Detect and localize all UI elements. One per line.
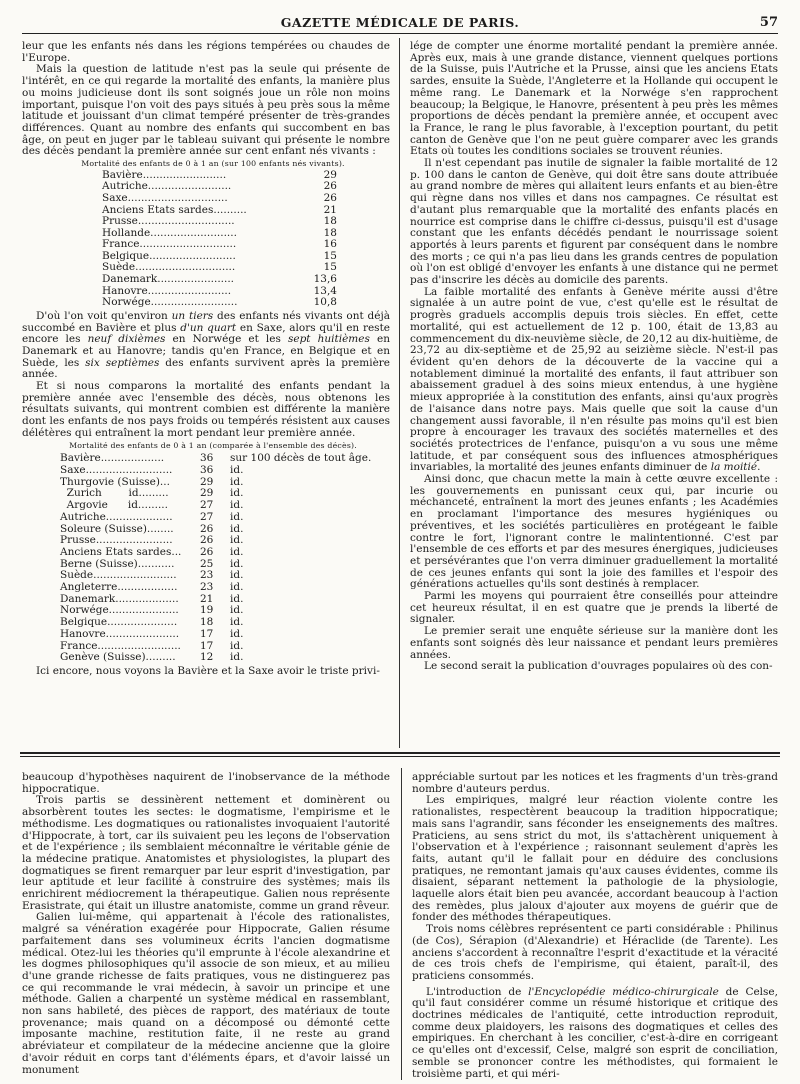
country-cell: France......................... (60, 639, 181, 652)
value-cell: 15 (323, 261, 337, 274)
country-cell: Saxe.............................. (102, 191, 228, 204)
value-cell: 36 (200, 452, 214, 465)
unit-cell: id. (230, 487, 244, 500)
value-cell: 29 (200, 475, 214, 488)
table-row (60, 547, 390, 559)
paragraph: La faible mortalité des enfants à Genève mérite aussi d'être signalée à un autre point de vue, c'est qu'elle est le résultat de progrès graduels accomplis depuis trois siècles. En effet, cette mortalité, qui est actuellement de 12 p. 100, était de 13,83 au commencement du dix-neuvième siècle, de 20,12 au dix-huitième, de 23,72 au dix-septième et de 25,92 au seizième siècle. N'est-il pas évident qu'en dehors de la découverte de la vaccine qui a notablement diminué la mortalité des enfants, il faut attribuer son abaissement graduel à des soins mieux entendus, à une hygiène mieux appropriée à la constitution des enfants, ainsi qu'aux progrès de l'aisance dans notre pays. Mais quelle que soit la cause d'un changement aussi favorable, il n'en résulte pas moins qu'il est bien propre à encourager les travaux des sociétés maternelles et des sociétés protectrices de l'enfance, puisqu'on a vu sous une même latitude, et par conséquent sous des influences atmosphériques invariables, la mortalité des jeunes enfants diminuer de la moitié. (410, 285, 778, 474)
table-caption: Mortalité des enfants de 0 à 1 an (sur 100 enfants nés vivants). (81, 159, 345, 169)
unit-cell: id. (230, 604, 244, 617)
unit-cell: id. (230, 545, 244, 558)
paragraph: D'où l'on voit qu'environ un tiers des enfants nés vivants ont déjà succombé en Bavière et plus d'un quart en Saxe, alors qu'il en reste encore les neuf dixièmes en Norwége et les sept huitièmes en Danemark et au Hanovre; tandis qu'en France, en Belgique et en Suède, les six septièmes des enfants survivent après la première année. (22, 309, 391, 381)
value-cell: 26 (200, 534, 214, 547)
value-cell: 18 (323, 226, 337, 239)
bottom-right-column (412, 772, 778, 1080)
value-cell: 26 (323, 180, 337, 193)
unit-cell: id. (230, 534, 244, 547)
value-cell: 19 (200, 604, 214, 617)
table-row (60, 582, 390, 594)
value-cell: 17 (200, 627, 214, 640)
country-cell: Prusse............................. (102, 215, 235, 228)
country-cell: Danemark....................... (102, 273, 235, 286)
country-cell: Angleterre.................. (60, 581, 178, 594)
paragraph: lége de compter une énorme mortalité pendant la première année. Après eux, mais à une grande distance, viennent quelques portions de la Suisse, puis l'Autriche et la Prusse, ainsi que les anciens Etats sardes, ensuite la Suède, l'Angleterre et la Hollande qui occupent le même rang. Le Danemark et la Norwége s'en rapprochent beaucoup; la Belgique, le Hanovre, présentent à peu près les mêmes proportions de décès pendant la première année, et occupent avec la France, le rang le plus favorable, à l'exception pourtant, du petit canton de Genève que l'on ne peut guère comparer avec les grands Etats où toutes les conditions sociales se trouvent réunies. (410, 40, 778, 158)
country-cell: Belgique.......................... (102, 249, 236, 262)
country-cell: Danemark................... (60, 592, 179, 605)
page-number: 57 (759, 15, 778, 30)
table-row (60, 512, 390, 524)
unit-cell: id. (230, 569, 244, 582)
country-cell: Genève (Suisse)......... (60, 651, 176, 664)
value-cell: 23 (200, 581, 214, 594)
value-cell: 17 (200, 639, 214, 652)
paragraph: Galien lui-même, qui appartenait à l'école des rationalistes, malgré sa vénération exagérée pour Hippocrate, Galien résume parfaitement dans ses volumineux écrits l'ancien dogmatisme médical. Otez-lui les théories qu'il emprunte à l'école alexandrine et les dogmes philosophiques qu'il associe de son mieux, et au milieu d'une grande richesse de faits pratiques, vous ne distinguerez pas ce qui recommande le vrai médecin, à savoir un principe et une méthode. Galien a charpenté un système médical en rassemblant, non sans habileté, des pièces de rapport, des matériaux de toute provenance; mais quand on a décomposé ou démonté cette imposante machine, restitution faite, il ne reste au grand abréviateur et compilateur de la médecine ancienne que la gloire d'avoir réduit en corps tant d'éléments épars, et d'avoir laissé un monument (22, 911, 390, 1076)
value-cell: 23 (200, 569, 214, 582)
table-caption: Mortalité des enfants de 0 à 1 an (comparée à l'ensemble des décès). (69, 440, 357, 450)
country-cell: Argovie id......... (60, 499, 168, 512)
country-cell: Anciens Etats sardes.......... (102, 203, 247, 216)
page-header (22, 2, 778, 32)
column-divider-bottom (401, 768, 402, 1080)
paragraph: Le second serait la publication d'ouvrages populaires où des con- (424, 660, 773, 673)
country-cell: Bavière................... (60, 452, 165, 465)
unit-cell: id. (230, 616, 244, 629)
paragraph: Trois noms célèbres représentent ce parti considérable : Philinus (de Cos), Sérapion (d'Alexandrie) et Héraclide (de Tarente). Les anciens s'accordent à reconnaître l'esprit d'exactitude et la véracité de ces trois chefs de l'empirisme, qui étaient, paraît-il, des praticiens consommés. (412, 923, 778, 982)
unit-cell: sur 100 décès de tout âge. (230, 452, 372, 465)
country-cell: Thurgovie (Suisse)... (60, 475, 170, 488)
value-cell: 26 (323, 191, 337, 204)
journal-title: GAZETTE MÉDICALE DE PARIS. (280, 15, 520, 30)
unit-cell: id. (230, 510, 244, 523)
country-cell: Hollande.......................... (102, 226, 237, 239)
left-column (22, 41, 390, 678)
paragraph: beaucoup d'hypothèses naquirent de l'inobservance de la méthode hippocratique. (22, 771, 390, 795)
right-column (410, 41, 778, 673)
country-cell: Prusse....................... (60, 534, 173, 547)
table-row (102, 193, 337, 205)
value-cell: 27 (200, 510, 214, 523)
paragraph: Ici encore, nous voyons la Bavière et la Saxe avoir le triste privi- (36, 664, 380, 677)
paragraph: L'introduction de l'Encyclopédie médico-chirurgicale de Celse, qu'il faut considérer comme un résumé historique et critique des doctrines médicales de l'antiquité, cette introduction reproduit, comme deux plaidoyers, les raisons des dogmatiques et celles des empiriques. En cherchant à les concilier, c'est-à-dire en corrigeant ce qu'elles ont d'excessif, Celse, malgré son esprit de conciliation, semble se prononcer contre les méthodistes, qui formaient le troisième parti, et qui méri- (412, 985, 778, 1080)
value-cell: 27 (200, 499, 214, 512)
table-row (60, 629, 390, 641)
unit-cell: id. (230, 475, 244, 488)
country-cell: Berne (Suisse)........... (60, 557, 175, 570)
table-row (102, 216, 337, 228)
paragraph: appréciable surtout par les notices et les fragments d'un très-grand nombre d'auteurs perdus. (412, 771, 778, 795)
value-cell: 21 (323, 203, 337, 216)
header-rule (22, 33, 778, 34)
country-cell: Belgique..................... (60, 616, 178, 629)
value-cell: 16 (323, 238, 337, 251)
column-divider-top (399, 38, 400, 748)
paragraph: Parmi les moyens qui pourraient être conseillés pour atteindre cet heureux résultat, il en est quatre que je prends la liberté de signaler. (410, 590, 778, 626)
bottom-left-column (22, 772, 390, 1076)
country-cell: Hanovre......................... (102, 284, 232, 297)
value-cell: 26 (200, 545, 214, 558)
country-cell: Zurich id......... (60, 487, 169, 500)
section-rule (20, 756, 780, 757)
paragraph: Ainsi donc, que chacun mette la main à cette œuvre excellente : les gouvernements en punissant ceux qui, par incurie ou méchanceté, entraînent la mort des jeunes enfants ; les Académies en proclamant l'importance des mesures hygiéniques ou préventives, et les sociétés particulières en protégeant le faible contre le fort, l'ignorant contre le malintentionné. C'est par l'ensemble de ces efforts et par des mesures énergiques, judicieuses et persévérantes que l'on verra diminuer graduellement la mortalité de ces jeunes enfants qui sont la joie des familles et l'espoir des générations actuelles qu'ils sont destinés à remplacer. (410, 473, 778, 591)
country-cell: Autriche.................... (60, 510, 173, 523)
country-cell: Norwége..................... (60, 604, 179, 617)
country-cell: Soleure (Suisse)........ (60, 522, 174, 535)
unit-cell: id. (230, 639, 244, 652)
value-cell: 25 (200, 557, 214, 570)
value-cell: 18 (200, 616, 214, 629)
country-cell: Suède.............................. (102, 261, 236, 274)
value-cell: 36 (200, 464, 214, 476)
paragraph: Le premier serait une enquête sérieuse sur la manière dont les enfants sont soignés dès leur naissance et pendant leurs premières années. (410, 625, 778, 661)
country-cell: Norwége.......................... (102, 296, 238, 309)
unit-cell: id. (230, 651, 244, 664)
unit-cell: id. (230, 557, 244, 570)
value-cell: 21 (200, 592, 214, 605)
unit-cell: id. (230, 581, 244, 594)
mortality-table-2 (60, 453, 390, 664)
value-cell: 13,6 (313, 273, 337, 286)
unit-cell: id. (230, 592, 244, 605)
country-cell: Autriche......................... (102, 180, 232, 193)
table-row (102, 297, 337, 309)
country-cell: France............................. (102, 238, 237, 251)
country-cell: Hanovre...................... (60, 627, 180, 640)
paragraph: Les empiriques, malgré leur réaction violente contre les rationalistes, respectèrent beaucoup la tradition hippocratique; mais sans l'agrandir, sans féconder les enseignements des maîtres. Praticiens, au sens strict du mot, ils s'attachèrent uniquement à l'observation et à l'expérience ; raisonnant seulement d'après les faits, autant qu'il le fallait pour en déduire des conclusions pratiques, ne remontant jamais qu'aux causes évidentes, comme ils disaient, séparant nettement la pathologie de la physiologie, laquelle alors était bien peu avancée, accordant beaucoup à l'action des remèdes, plus jaloux d'ajouter aux moyens de guérir que de fonder des méthodes thérapeutiques. (412, 794, 778, 924)
value-cell: 15 (323, 249, 337, 262)
table-row (102, 274, 337, 286)
section-rule (20, 752, 780, 754)
unit-cell: id. (230, 464, 244, 476)
mortality-table-1 (102, 170, 337, 309)
country-cell: Anciens Etats sardes... (60, 545, 182, 558)
value-cell: 12 (200, 651, 214, 664)
value-cell: 18 (323, 215, 337, 228)
country-cell: Saxe.......................... (60, 464, 173, 476)
paragraph: leur que les enfants nés dans les régions tempérées ou chaudes de l'Europe. (22, 40, 390, 64)
unit-cell: id. (230, 522, 244, 535)
unit-cell: id. (230, 627, 244, 640)
value-cell: 10,8 (313, 296, 337, 309)
unit-cell: id. (230, 499, 244, 512)
value-cell: 29 (323, 168, 337, 181)
country-cell: Suède......................... (60, 569, 177, 582)
paragraph: Il n'est cependant pas inutile de signaler la faible mortalité de 12 p. 100 dans le canton de Genève, qui doit être sans doute attribuée au grand nombre de mères qui allaitent leurs enfants et au bien-être qui règne dans nos villes et dans nos campagnes. Ce résultat est d'autant plus remarquable que la mortalité des enfants placés en nourrice est comprise dans le chiffre ci-dessus, puisqu'il est d'usage constant que les enfants décédés pendant le nourrissage soient apportés à leurs parents et figurent par conséquent dans le nombre des morts ; ce qui n'a pas lieu dans les grands centres de population où l'on est obligé d'envoyer les enfants à une distance qui ne permet pas d'inscrire les décès au domicile des parents. (410, 157, 778, 287)
value-cell: 13,4 (313, 284, 337, 297)
country-cell: Bavière......................... (102, 168, 227, 181)
paragraph: Et si nous comparons la mortalité des enfants pendant la première année avec l'ensemble des décès, nous obtenons les résultats suivants, qui montrent combien est différente la manière dont les enfants de nos pays froids ou tempérés résistent aux causes délétères qui entraînent la mort pendant leur première année. (22, 380, 390, 439)
value-cell: 29 (200, 487, 214, 500)
paragraph: Trois partis se dessinèrent nettement et dominèrent ou absorbèrent toutes les sectes: le dogmatisme, l'empirisme et le méthodisme. Les dogmatiques ou rationalistes invoquaient l'autorité d'Hippocrate, à tort, car ils suivaient peu les leçons de l'observation et de l'expérience ; ils semblaient méconnaître le véritable génie de la médecine pratique. Anatomistes et physiologistes, la plupart des dogmatiques se firent remarquer par leur esprit d'investigation, par leur aptitude et leur facilité à construire des systèmes; mais ils enrichirent médiocrement la thérapeutique. Galien nous représente Erasistrate, qui était un illustre anatomiste, comme un grand rêveur. (22, 794, 390, 912)
table-row (60, 652, 390, 664)
paragraph: Mais la question de latitude n'est pas la seule qui présente de l'intérêt, en ce qui regarde la mortalité des enfants, la manière plus ou moins judicieuse dont ils sont soignés joue un rôle non moins important, puisque l'on voit des pays situés à peu près sous la même latitude et jouissant d'un climat tempéré présenter de très-grandes différences. Quant au nombre des enfants qui succombent en bas âge, on peut en juger par le tableau suivant qui présente le nombre des décès pendant la première année sur cent enfant nés vivants : (22, 63, 390, 158)
table-row (60, 465, 390, 477)
value-cell: 26 (200, 522, 214, 535)
